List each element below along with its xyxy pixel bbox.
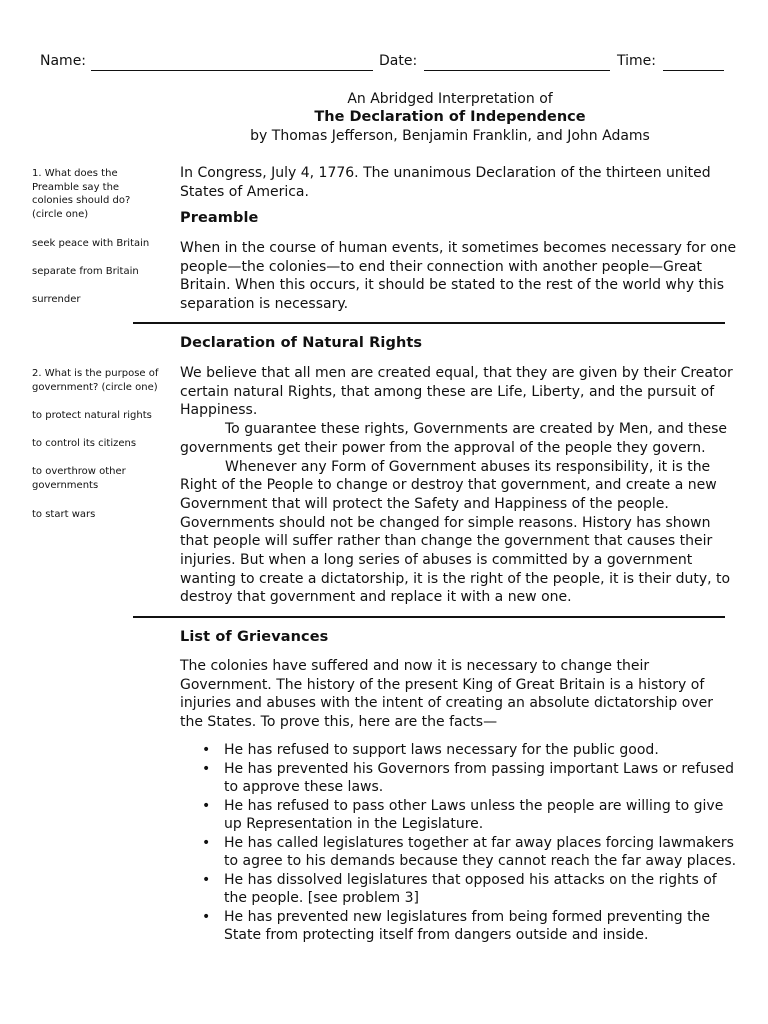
date-blank[interactable]	[424, 70, 610, 71]
grievances-list	[200, 741, 740, 945]
name-blank[interactable]	[91, 70, 373, 71]
authors-line: by Thomas Jefferson, Benjamin Franklin, and John Adams	[250, 128, 650, 144]
grievance-item: • He has dissolved legislatures that opposed his attacks on the rights of the people. [see problem 3]	[200, 871, 740, 908]
grievance-item: • He has refused to pass other Laws unless the people are willing to give up Representation in the Legislature.	[200, 797, 740, 834]
section-divider-1	[133, 322, 725, 324]
natural-rights-heading: Declaration of Natural Rights	[180, 335, 423, 351]
time-label: Time:	[617, 53, 656, 69]
grievances-heading: List of Grievances	[180, 629, 329, 645]
title-line1: An Abridged Interpretation of	[347, 91, 553, 107]
question-2: 2. What is the purpose of government? (circle one)	[32, 368, 159, 393]
q2-option-1[interactable]: to protect natural rights	[32, 410, 152, 421]
date-label: Date:	[379, 53, 418, 69]
grievance-item: • He has called legislatures together at far away places forcing lawmakers to agree to his demands because they cannot reach the far away places.	[200, 834, 740, 871]
grievance-item: • He has prevented his Governors from passing important Laws or refused to approve these laws.	[200, 760, 740, 797]
grievances-intro: The colonies have suffered and now it is necessary to change their Government. The history of the present King of Great Britain is a history of injuries and abuses with the intent of creating an absolute dictatorship over the States. To prove this, here are the facts—	[180, 658, 713, 731]
q1-option-1[interactable]: seek peace with Britain	[32, 238, 150, 249]
section-divider-2	[133, 616, 725, 618]
grievance-item: • He has refused to support laws necessary for the public good.	[200, 741, 740, 760]
natural-rights-p1: We believe that all men are created equal, that they are given by their Creator certain natural Rights, that among these are Life, Liberty, and the pursuit of Happiness.	[180, 365, 733, 419]
q2-option-4[interactable]: to start wars	[32, 509, 96, 520]
time-blank[interactable]	[663, 70, 724, 71]
natural-rights-p3: Whenever any Form of Government abuses its responsibility, it is the Right of the People to change or destroy that government, and create a new Government that will protect the Safety and Happiness of the people. Governments should not be changed for simple reasons. History has shown that people will suffer rather than change the government that causes their injuries. But when a long series of abuses is committed by a government wanting to create a dictatorship, it is the right of the people, it is their duty, to destroy that government and replace it with a new one.	[180, 458, 731, 606]
q1-option-3[interactable]: surrender	[32, 294, 81, 305]
grievance-item: • He has prevented new legislatures from being formed preventing the State from protecting itself from dangers outside and inside.	[200, 908, 740, 945]
preamble-heading: Preamble	[180, 210, 259, 226]
natural-rights-body	[180, 364, 740, 607]
document-title: The Declaration of Independence	[314, 109, 586, 125]
preamble-text: When in the course of human events, it sometimes becomes necessary for one people—the colonies—to end their connection with another people—Great Britain. When this occurs, it should be stated to the rest of the world why this separation is necessary.	[180, 240, 737, 313]
question-1: 1. What does the Preamble say the colonies should do? (circle one)	[32, 168, 131, 220]
q1-option-2[interactable]: separate from Britain	[32, 266, 139, 277]
q2-option-3[interactable]: to overthrow other governments	[32, 466, 126, 491]
intro-text: In Congress, July 4, 1776. The unanimous Declaration of the thirteen united States of America.	[180, 165, 711, 200]
q2-option-2[interactable]: to control its citizens	[32, 438, 137, 449]
name-label: Name:	[40, 53, 87, 69]
natural-rights-p2: To guarantee these rights, Governments are created by Men, and these governments get their power from the approval of the people they govern.	[180, 421, 728, 456]
